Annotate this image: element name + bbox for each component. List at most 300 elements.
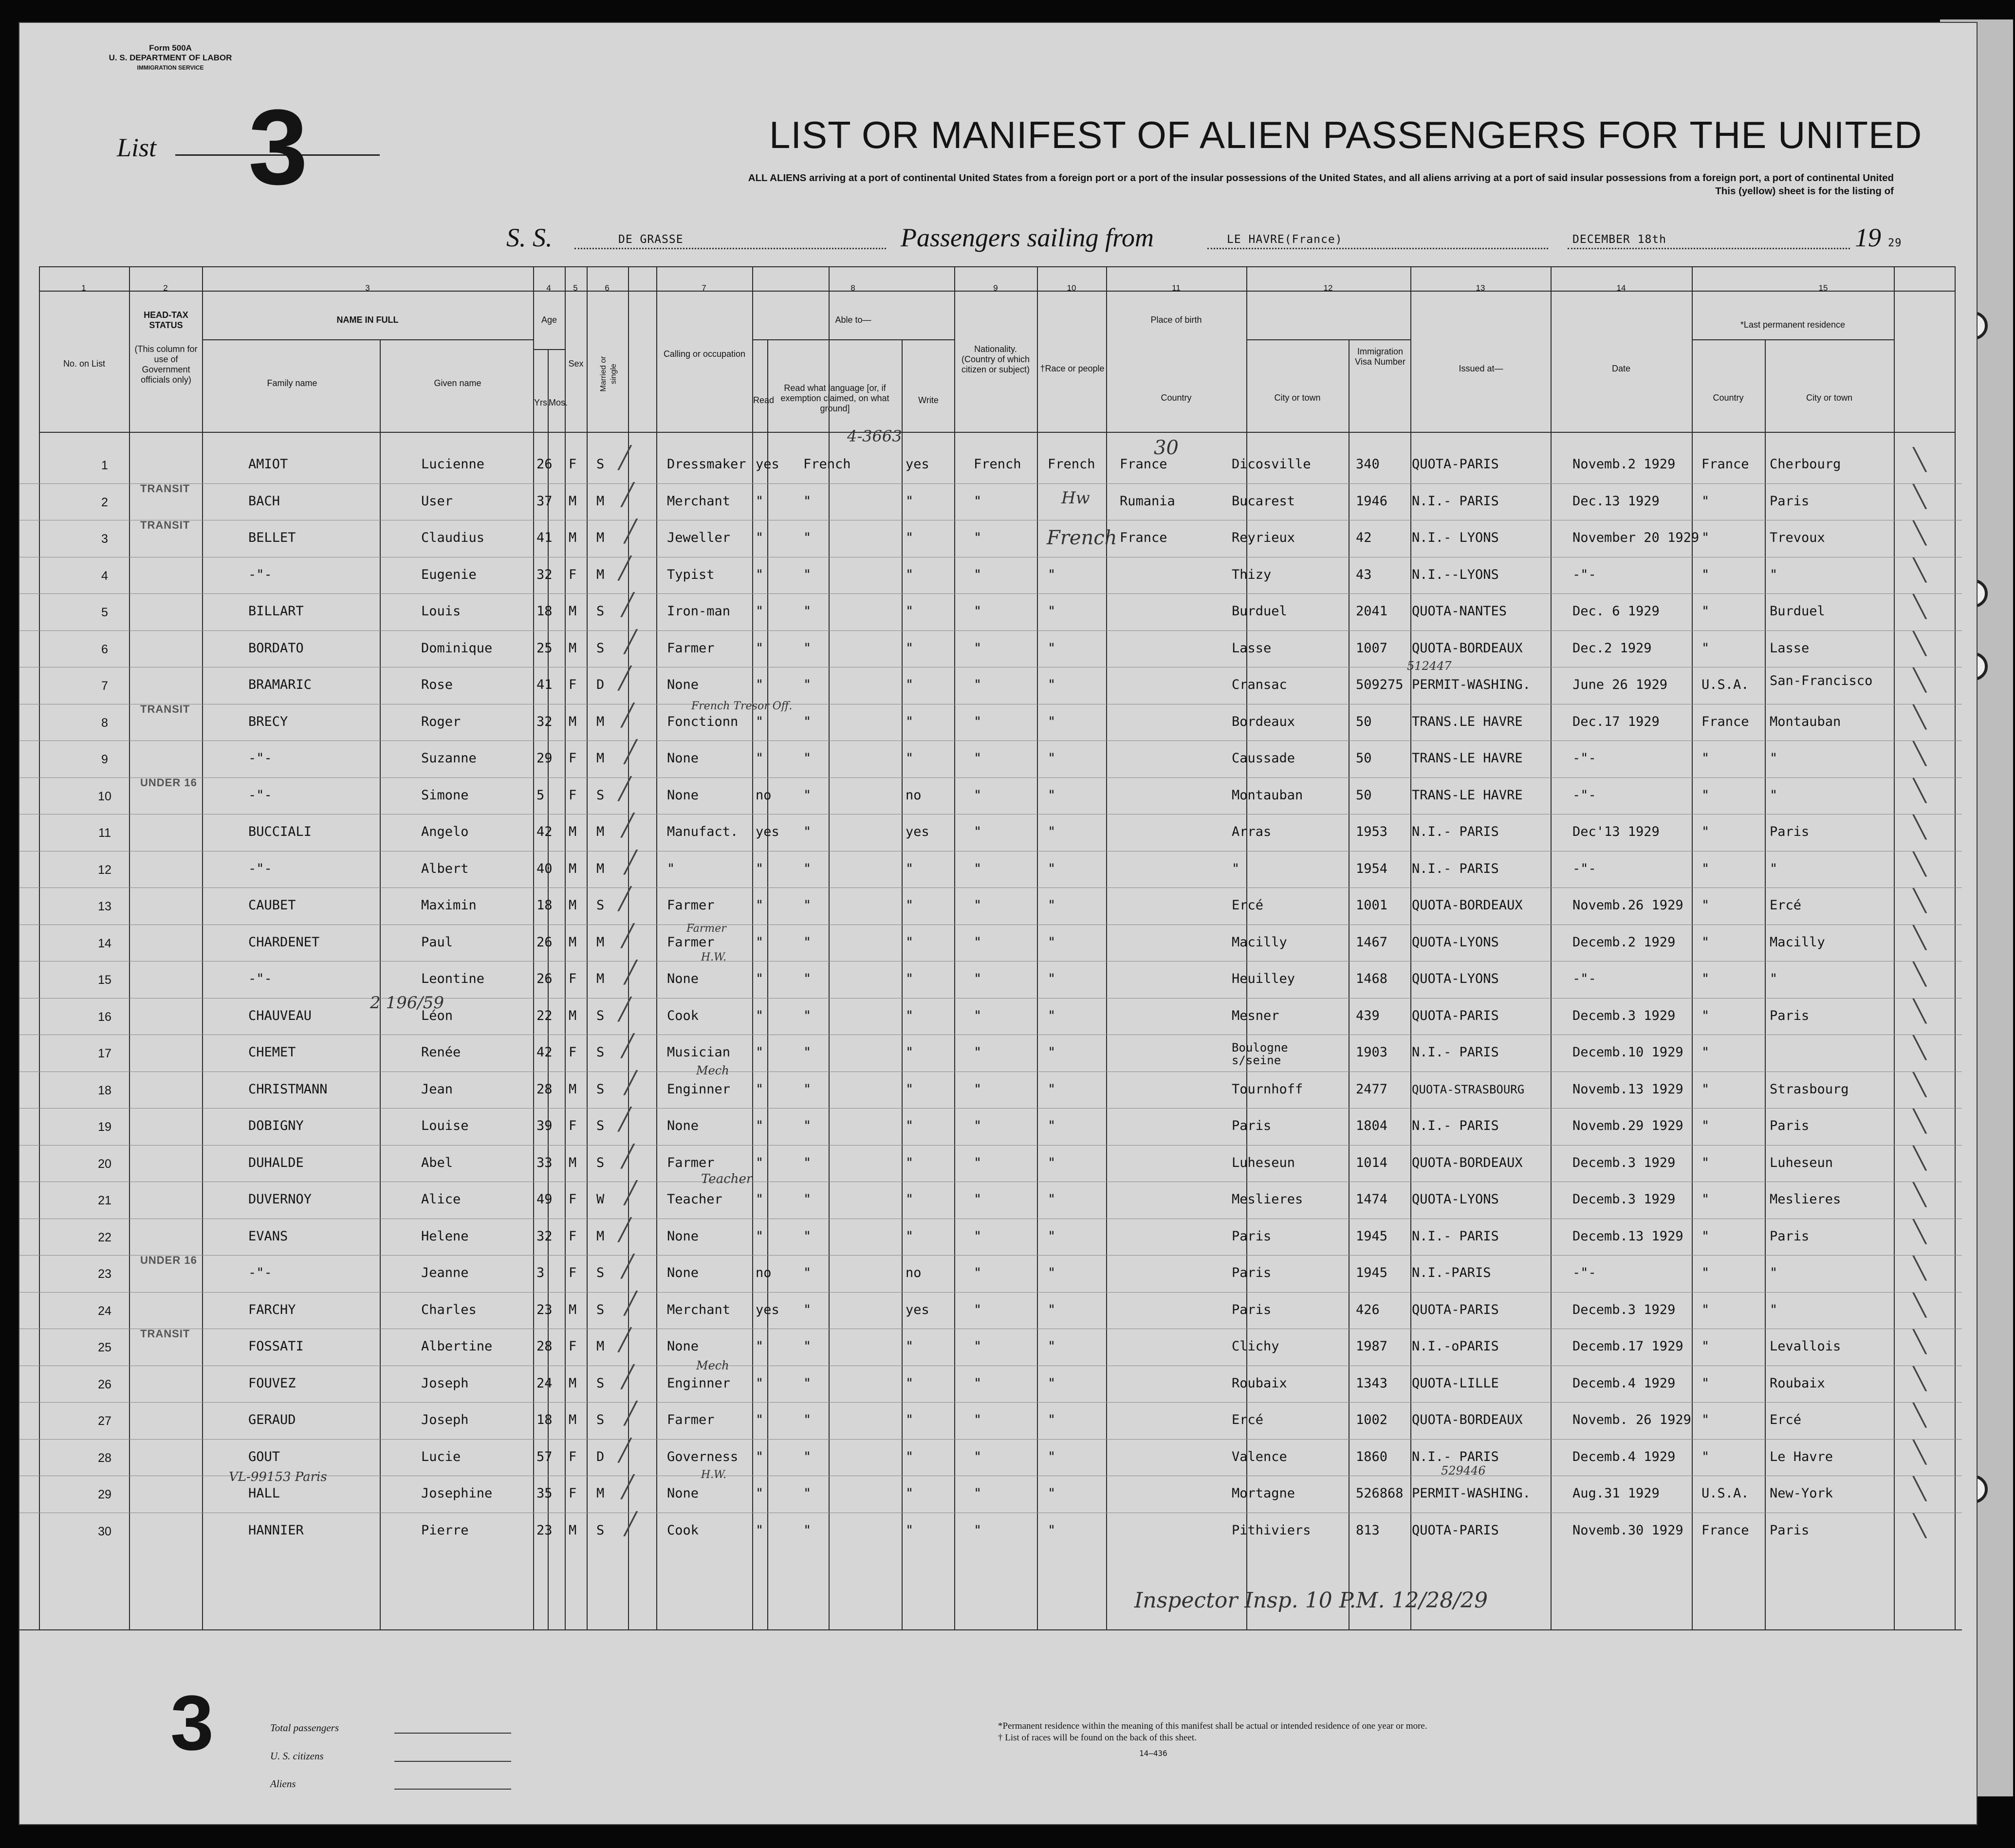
race-cell: " xyxy=(1048,714,1056,729)
write-cell: " xyxy=(906,1486,914,1501)
header-res-city: City or town xyxy=(1806,393,1853,403)
marital-cell: S xyxy=(596,1375,605,1391)
check-mark-icon: ╲ xyxy=(1913,925,1926,950)
nationality-cell: " xyxy=(974,934,982,950)
check-mark-icon: ╱ xyxy=(621,1254,634,1279)
write-cell: " xyxy=(906,751,914,766)
stamp-transit: TRANSIT xyxy=(140,519,190,531)
sex-cell: F xyxy=(569,1045,577,1060)
row-number: 14 xyxy=(98,936,111,950)
total-passengers-label: Total passengers xyxy=(270,1722,339,1734)
nationality-cell: " xyxy=(974,1522,982,1538)
able-to-subheader-rule xyxy=(752,339,954,340)
header-visa-date: Date xyxy=(1611,364,1631,373)
birth-city-cell: Bordeaux xyxy=(1232,714,1295,729)
marital-cell: M xyxy=(596,567,605,582)
list-number: 3 xyxy=(248,87,308,207)
read-cell: " xyxy=(756,1412,764,1427)
marital-cell: S xyxy=(596,1045,605,1060)
visa-date-cell: Dec. 6 1929 xyxy=(1572,604,1660,619)
occupation-cell: Merchant xyxy=(667,493,731,509)
residence-city-cell: Paris xyxy=(1770,824,1810,839)
column-rule xyxy=(39,266,40,1629)
nationality-cell: " xyxy=(974,1375,982,1391)
birth-city-cell: Paris xyxy=(1232,1302,1272,1317)
family-name-cell: -"- xyxy=(248,751,272,766)
check-mark-icon: ╲ xyxy=(1913,557,1926,583)
write-cell: " xyxy=(906,934,914,950)
column-rule xyxy=(1037,266,1038,1629)
occupation-cell: Teacher xyxy=(667,1192,722,1207)
check-mark-icon: ╲ xyxy=(1913,1109,1926,1134)
age-years-cell: 22 xyxy=(536,1008,553,1023)
header-bottom-rule xyxy=(39,432,1955,433)
visa-date-cell: -"- xyxy=(1572,861,1596,876)
check-mark-icon: ╲ xyxy=(1913,447,1926,472)
race-cell: " xyxy=(1048,1412,1056,1427)
read-language-cell: " xyxy=(803,1155,812,1170)
sex-cell: F xyxy=(569,1192,577,1207)
age-years-cell: 23 xyxy=(536,1522,553,1538)
read-language-cell: " xyxy=(803,1412,812,1427)
check-mark-icon: ╲ xyxy=(1913,1293,1926,1318)
residence-country-cell: " xyxy=(1701,1008,1710,1023)
residence-country-cell: " xyxy=(1701,824,1710,839)
marital-cell: S xyxy=(596,898,605,913)
visa-number-cell: 509275 xyxy=(1356,677,1404,692)
write-cell: " xyxy=(906,493,914,509)
marital-cell: S xyxy=(596,1118,605,1133)
family-name-cell: FARCHY xyxy=(248,1302,296,1317)
visa-number-cell: 2041 xyxy=(1356,604,1388,619)
birth-country-cell: France xyxy=(1120,457,1167,472)
read-cell: yes xyxy=(756,824,779,839)
read-cell: " xyxy=(756,714,764,729)
marital-cell: D xyxy=(596,677,605,692)
residence-country-cell: France xyxy=(1701,714,1749,729)
sex-cell: M xyxy=(569,1302,577,1317)
visa-date-cell: Novemb.13 1929 xyxy=(1572,1081,1683,1097)
visa-number-cell: 1945 xyxy=(1356,1228,1388,1244)
us-citizens-label: U. S. citizens xyxy=(270,1750,324,1762)
birth-city-cell: " xyxy=(1232,861,1240,876)
residence-country-cell: " xyxy=(1701,493,1710,509)
table-bottom-rule xyxy=(19,1629,1962,1630)
row-number: 30 xyxy=(98,1524,111,1538)
write-cell: " xyxy=(906,640,914,656)
check-mark-icon: ╱ xyxy=(621,702,634,728)
family-name-cell: -"- xyxy=(248,1265,272,1280)
visa-number-cell: 1953 xyxy=(1356,824,1388,839)
column-number: 15 xyxy=(1818,283,1828,293)
check-mark-icon: ╱ xyxy=(618,666,631,691)
annotation-occ_note_26: Mech xyxy=(696,1358,729,1372)
given-name-cell: Josephine xyxy=(421,1486,493,1501)
read-cell: no xyxy=(756,787,772,803)
write-cell: " xyxy=(906,1412,914,1427)
residence-country-cell: " xyxy=(1701,971,1710,986)
header-country: Country xyxy=(1161,393,1192,403)
race-cell: " xyxy=(1048,861,1056,876)
nationality-cell: " xyxy=(974,787,982,803)
check-mark-icon: ╱ xyxy=(624,1181,637,1205)
column-number: 12 xyxy=(1323,283,1333,293)
departure-port: LE HAVRE(France) xyxy=(1227,233,1343,246)
sailing-date: DECEMBER 18th xyxy=(1572,233,1667,246)
issued-at-cell: TRANS.LE HAVRE xyxy=(1412,714,1523,729)
row-number: 15 xyxy=(98,973,111,987)
age-years-cell: 32 xyxy=(536,567,553,582)
race-cell: " xyxy=(1048,1486,1056,1501)
marital-cell: M xyxy=(596,493,605,509)
row-number: 12 xyxy=(98,863,111,877)
occupation-cell: Governess xyxy=(667,1449,739,1464)
marital-cell: S xyxy=(596,457,605,472)
read-language-cell: " xyxy=(803,971,812,986)
nationality-cell: " xyxy=(974,751,982,766)
us-citizens-line xyxy=(394,1761,511,1762)
write-cell: " xyxy=(906,1375,914,1391)
header-age: Age xyxy=(541,315,557,325)
occupation-cell: Fonctionn xyxy=(667,714,739,729)
occupation-cell: Musician xyxy=(667,1045,731,1060)
age-years-cell: 40 xyxy=(536,861,553,876)
check-mark-icon: ╲ xyxy=(1913,1183,1926,1207)
header-head-tax: HEAD-TAX STATUS xyxy=(144,310,188,330)
residence-city-cell: Macilly xyxy=(1770,934,1825,950)
birth-city-cell: Macilly xyxy=(1232,934,1287,950)
annotation-race_note_3: French xyxy=(1047,527,1117,549)
sex-cell: F xyxy=(569,1265,577,1280)
header-head-tax-note: (This column for use of Government officials only) xyxy=(134,344,198,385)
age-years-cell: 37 xyxy=(536,493,553,509)
read-language-cell: " xyxy=(803,604,812,619)
residence-country-cell: " xyxy=(1701,640,1710,656)
header-visa: Immigration Visa Number xyxy=(1355,347,1405,367)
family-name-cell: FOUVEZ xyxy=(248,1375,296,1391)
visa-date-cell: Dec.2 1929 xyxy=(1572,640,1652,656)
visa-number-cell: 1987 xyxy=(1356,1339,1388,1354)
visa-number-cell: 526868 xyxy=(1356,1486,1404,1501)
visa-date-cell: Decemb.3 1929 xyxy=(1572,1302,1676,1317)
write-cell: " xyxy=(906,604,914,619)
age-years-cell: 26 xyxy=(536,971,553,986)
birth-city-cell: Reyrieux xyxy=(1232,530,1295,545)
read-rule xyxy=(767,339,768,1629)
annotation-occ_note_8: French Tresor Off. xyxy=(691,700,793,712)
given-name-cell: Jean xyxy=(421,1081,453,1097)
column-rule xyxy=(656,266,657,1629)
check-mark-icon: ╲ xyxy=(1913,1513,1926,1538)
given-name-cell: Renée xyxy=(421,1045,461,1060)
family-name-cell: GERAUD xyxy=(248,1412,296,1427)
visa-date-cell: Novemb.29 1929 xyxy=(1572,1118,1683,1133)
occupation-cell: Farmer xyxy=(667,1155,715,1170)
residence-city-cell: Paris xyxy=(1770,1008,1810,1023)
marital-cell: S xyxy=(596,1522,605,1538)
issued-at-cell: TRANS-LE HAVRE xyxy=(1412,751,1523,766)
family-name-cell: CHRISTMANN xyxy=(248,1081,328,1097)
nationality-cell: " xyxy=(974,714,982,729)
row-rule xyxy=(19,740,1962,741)
check-mark-icon: ╱ xyxy=(624,850,637,875)
occupation-cell: None xyxy=(667,1339,699,1354)
read-cell: " xyxy=(756,1045,764,1060)
birth-city-cell: Lasse xyxy=(1232,640,1272,656)
residence-country-cell: " xyxy=(1701,934,1710,950)
read-cell: " xyxy=(756,1008,764,1023)
given-name-cell: User xyxy=(421,493,453,509)
age-years-cell: 29 xyxy=(536,751,553,766)
row-number: 6 xyxy=(101,642,108,656)
read-cell: " xyxy=(756,1449,764,1464)
birth-city-cell: Thizy xyxy=(1232,567,1272,582)
column-rule xyxy=(587,266,588,1629)
occupation-cell: None xyxy=(667,971,699,986)
birth-city-cell: Clichy xyxy=(1232,1339,1279,1354)
issued-at-cell: QUOTA-BORDEAUX xyxy=(1412,1412,1523,1427)
birth-city-cell: Valence xyxy=(1232,1449,1287,1464)
write-cell: yes xyxy=(906,457,929,472)
write-cell: " xyxy=(906,1008,914,1023)
given-name-cell: Joseph xyxy=(421,1375,469,1391)
visa-number-cell: 1804 xyxy=(1356,1118,1388,1133)
annotation-visa_note_7: 512447 xyxy=(1407,659,1452,673)
birth-city-cell: Pithiviers xyxy=(1232,1522,1311,1538)
nationality-cell: " xyxy=(974,493,982,509)
race-cell: " xyxy=(1048,567,1056,582)
check-mark-icon: ╲ xyxy=(1913,1072,1926,1097)
check-mark-icon: ╱ xyxy=(621,1475,634,1499)
annotation-note_16: 2 196/59 xyxy=(370,993,444,1013)
row-rule xyxy=(19,1439,1962,1440)
race-cell: " xyxy=(1048,1522,1056,1538)
sex-cell: F xyxy=(569,1118,577,1133)
header-res-country: Country xyxy=(1713,393,1744,403)
occupation-cell: None xyxy=(667,1228,699,1244)
race-cell: " xyxy=(1048,824,1056,839)
given-name-cell: Alice xyxy=(421,1192,461,1207)
check-mark-icon: ╲ xyxy=(1913,1256,1926,1281)
row-number: 26 xyxy=(98,1377,111,1391)
visa-number-cell: 1468 xyxy=(1356,971,1388,986)
residence-city-cell: Ercé xyxy=(1770,898,1802,913)
nationality-cell: " xyxy=(974,677,982,692)
sex-cell: M xyxy=(569,1522,577,1538)
race-cell: " xyxy=(1048,1155,1056,1170)
name-subheader-rule xyxy=(202,339,533,340)
given-name-cell: Lucienne xyxy=(421,457,485,472)
visa-number-cell: 42 xyxy=(1356,530,1372,545)
subtitle-line-2: This (yellow) sheet is for the listing of xyxy=(1715,185,1894,197)
row-number: 19 xyxy=(98,1120,111,1134)
issued-at-cell: N.I.- PARIS xyxy=(1412,1045,1499,1060)
issued-at-cell: QUOTA-LYONS xyxy=(1412,934,1499,950)
visa-date-cell: Decemb.10 1929 xyxy=(1572,1045,1683,1060)
occupation-cell: Farmer xyxy=(667,1412,715,1427)
age-years-cell: 28 xyxy=(536,1081,553,1097)
occupation-cell: Enginner xyxy=(667,1081,731,1097)
visa-number-cell: 1007 xyxy=(1356,640,1388,656)
read-language-cell: " xyxy=(803,567,812,582)
given-name-cell: Charles xyxy=(421,1302,477,1317)
annotation-occ_note_29: H.W. xyxy=(701,1469,726,1481)
nationality-cell: " xyxy=(974,1265,982,1280)
given-name-cell: Joseph xyxy=(421,1412,469,1427)
read-cell: " xyxy=(756,1339,764,1354)
birth-city-cell: Montauban xyxy=(1232,787,1303,803)
age-years-cell: 41 xyxy=(536,530,553,545)
birth-city-cell: Paris xyxy=(1232,1228,1272,1244)
sex-cell: M xyxy=(569,604,577,619)
family-name-cell: FOSSATI xyxy=(248,1339,304,1354)
sex-cell: F xyxy=(569,1228,577,1244)
marital-cell: M xyxy=(596,714,605,729)
residence-city-cell: " xyxy=(1770,971,1778,986)
family-name-cell: -"- xyxy=(248,861,272,876)
occupation-cell: None xyxy=(667,677,699,692)
residence-city-cell: " xyxy=(1770,1265,1778,1280)
header-no-on-list: No. on List xyxy=(63,359,106,369)
marital-cell: D xyxy=(596,1449,605,1464)
issued-at-cell: N.I.- PARIS xyxy=(1412,1449,1499,1464)
row-rule xyxy=(19,777,1962,778)
residence-city-cell: Burduel xyxy=(1770,604,1825,619)
visa-date-cell: Decemb.3 1929 xyxy=(1572,1008,1676,1023)
header-place-of-birth: Place of birth xyxy=(1150,315,1202,325)
check-mark-icon: ╲ xyxy=(1913,484,1926,509)
birth-city-cell: Paris xyxy=(1232,1265,1272,1280)
row-number: 8 xyxy=(101,716,108,730)
footnote-races: † List of races will be found on the back of this sheet. xyxy=(998,1733,1197,1743)
given-name-cell: Lucie xyxy=(421,1449,461,1464)
age-years-cell: 35 xyxy=(536,1486,553,1501)
race-cell: " xyxy=(1048,1118,1056,1133)
sex-cell: M xyxy=(569,530,577,545)
residence-city-cell: Montauban xyxy=(1770,714,1841,729)
residence-city-cell: Le Havre xyxy=(1770,1449,1833,1464)
birth-city-cell: Ercé xyxy=(1232,898,1264,913)
row-number: 18 xyxy=(98,1083,111,1097)
read-cell: " xyxy=(756,640,764,656)
visa-date-cell: Decemb.3 1929 xyxy=(1572,1192,1676,1207)
check-mark-icon: ╲ xyxy=(1913,1440,1926,1465)
marital-cell: S xyxy=(596,1265,605,1280)
family-name-cell: BRECY xyxy=(248,714,288,729)
age-years-cell: 26 xyxy=(536,457,553,472)
table-top-rule xyxy=(39,266,1955,267)
residence-country-cell: " xyxy=(1701,787,1710,803)
check-mark-icon: ╱ xyxy=(618,1217,631,1242)
sex-cell: M xyxy=(569,861,577,876)
annotation-race_note_2: Hw xyxy=(1061,488,1090,508)
row-number: 21 xyxy=(98,1194,111,1207)
issued-at-cell: PERMIT-WASHING. xyxy=(1412,1486,1531,1501)
column-number: 2 xyxy=(163,283,168,293)
residence-city-cell: Cherbourg xyxy=(1770,457,1841,472)
row-number: 11 xyxy=(98,826,111,840)
write-cell: " xyxy=(906,1522,914,1538)
issued-at-cell: N.I.--LYONS xyxy=(1412,567,1499,582)
column-number: 1 xyxy=(81,283,86,293)
column-rule xyxy=(1551,266,1552,1629)
sex-cell: F xyxy=(569,567,577,582)
read-cell: " xyxy=(756,934,764,950)
age-years-cell: 25 xyxy=(536,640,553,656)
sex-cell: F xyxy=(569,1486,577,1501)
marital-cell: M xyxy=(596,861,605,876)
residence-city-cell: Ercé xyxy=(1770,1412,1802,1427)
manifest-title: LIST OR MANIFEST OF ALIEN PASSENGERS FOR THE UNITED xyxy=(769,113,1923,156)
stamp-under-16: UNDER 16 xyxy=(140,1254,197,1266)
occupation-cell: Dressmaker xyxy=(667,457,746,472)
residence-city-cell: Paris xyxy=(1770,493,1810,509)
annotation-code_1: 30 xyxy=(1154,437,1179,459)
visa-number-cell: 340 xyxy=(1356,457,1380,472)
visa-date-cell: Novemb.26 1929 xyxy=(1572,898,1683,913)
check-mark-icon: ╱ xyxy=(621,1034,634,1058)
given-name-cell: Helene xyxy=(421,1228,469,1244)
residence-city-cell: Paris xyxy=(1770,1118,1810,1133)
row-rule xyxy=(19,1292,1962,1293)
family-name-cell: -"- xyxy=(248,787,272,803)
read-cell: " xyxy=(756,861,764,876)
row-number: 1 xyxy=(101,459,108,472)
check-mark-icon: ╲ xyxy=(1913,668,1926,693)
row-number: 23 xyxy=(98,1267,111,1281)
age-years-cell: 42 xyxy=(536,824,553,839)
column-rule xyxy=(752,266,753,1629)
age-years-cell: 23 xyxy=(536,1302,553,1317)
check-mark-icon: ╱ xyxy=(618,445,631,470)
residence-city-cell: " xyxy=(1770,787,1778,803)
occupation-cell: None xyxy=(667,787,699,803)
given-name-cell: Suzanne xyxy=(421,751,477,766)
residence-country-cell: " xyxy=(1701,604,1710,619)
race-cell: French xyxy=(1048,457,1095,472)
nationality-cell: " xyxy=(974,1008,982,1023)
issued-at-cell: PERMIT-WASHING. xyxy=(1412,677,1531,692)
service: IMMIGRATION SERVICE xyxy=(137,64,204,71)
given-name-cell: Simone xyxy=(421,787,469,803)
row-number: 10 xyxy=(98,789,111,803)
residence-country-cell: " xyxy=(1701,1192,1710,1207)
write-cell: " xyxy=(906,1228,914,1244)
read-language-cell: " xyxy=(803,1008,812,1023)
visa-number-cell: 1014 xyxy=(1356,1155,1388,1170)
race-cell: " xyxy=(1048,1302,1056,1317)
visa-date-cell: Aug.31 1929 xyxy=(1572,1486,1660,1501)
visa-number-cell: 426 xyxy=(1356,1302,1380,1317)
header-yrs: Yrs. xyxy=(534,398,550,407)
race-cell: " xyxy=(1048,787,1056,803)
check-mark-icon: ╱ xyxy=(624,1401,637,1426)
family-name-cell: BUCCIALI xyxy=(248,824,312,839)
residence-city-cell: Strasbourg xyxy=(1770,1081,1849,1097)
nationality-cell: " xyxy=(974,1449,982,1464)
read-language-cell: " xyxy=(803,1192,812,1207)
issued-at-cell: N.I.- PARIS xyxy=(1412,824,1499,839)
nationality-cell: French xyxy=(974,457,1021,472)
header-family-name: Family name xyxy=(267,378,317,388)
row-rule xyxy=(19,1255,1962,1256)
annotation-occ_note_21: Teacher xyxy=(701,1172,753,1186)
header-write: Write xyxy=(918,395,939,405)
marital-cell: M xyxy=(596,1228,605,1244)
sex-cell: M xyxy=(569,714,577,729)
check-mark-icon: ╱ xyxy=(618,555,631,581)
check-mark-icon: ╱ xyxy=(624,960,637,985)
